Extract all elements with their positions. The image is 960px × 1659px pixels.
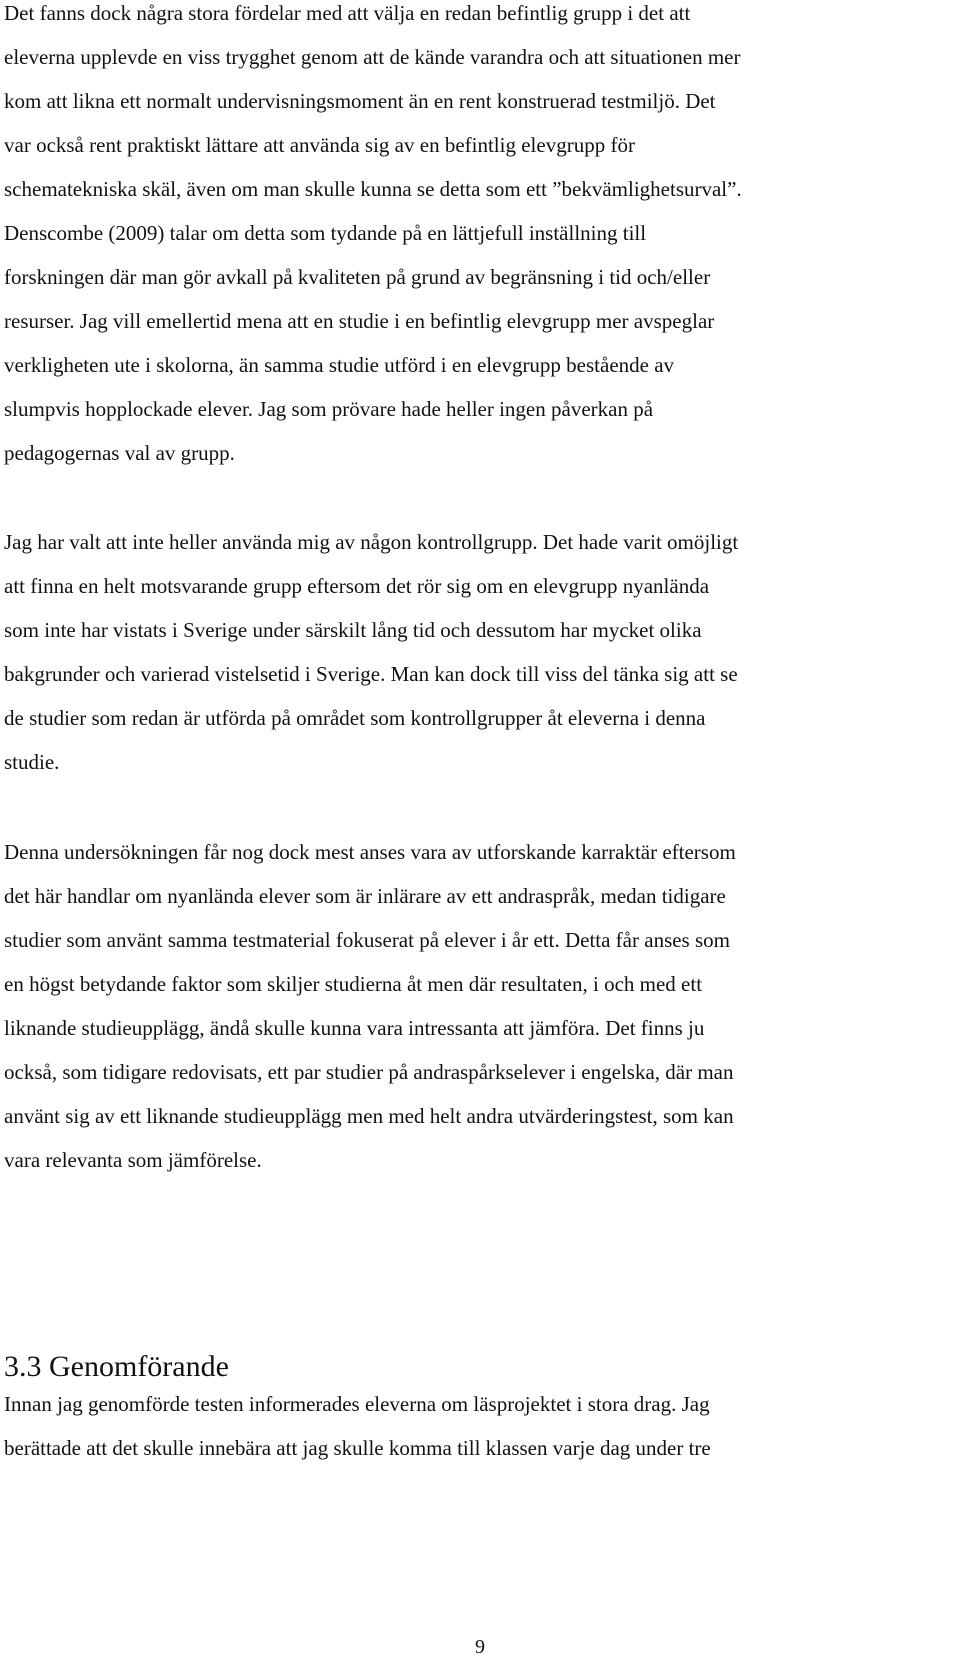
page-number: 9 xyxy=(475,1636,485,1658)
text-line: studie. xyxy=(4,750,60,774)
text-line: pedagogernas val av grupp. xyxy=(4,441,235,465)
text-line: liknande studieupplägg, ändå skulle kunna vara intressanta att jämföra. Det finns ju xyxy=(4,1016,705,1040)
text-line: berättade att det skulle innebära att jag skulle komma till klassen varje dag under tre xyxy=(4,1436,711,1460)
text-line: att finna en helt motsvarande grupp eftersom det rör sig om en elevgrupp nyanlända xyxy=(4,574,710,598)
text-line: Innan jag genomförde testen informerades eleverna om läsprojektet i stora drag. Jag xyxy=(4,1392,710,1416)
text-line: Denna undersökningen får nog dock mest anses vara av utforskande karraktär eftersom xyxy=(4,840,736,864)
text-line: slumpvis hopplockade elever. Jag som prövare hade heller ingen påverkan på xyxy=(4,397,654,421)
text-line: en högst betydande faktor som skiljer studierna åt men där resultaten, i och med ett xyxy=(4,972,703,996)
text-line: resurser. Jag vill emellertid mena att en studie i en befintlig elevgrupp mer avspeglar xyxy=(4,309,715,333)
text-line: också, som tidigare redovisats, ett par studier på andraspårkselever i engelska, där man xyxy=(4,1060,734,1084)
text-line: studier som använt samma testmaterial fokuserat på elever i år ett. Detta får anses som xyxy=(4,928,730,952)
text-line: de studier som redan är utförda på området som kontrollgrupper åt eleverna i denna xyxy=(4,706,706,730)
text-line: eleverna upplevde en viss trygghet genom att de kände varandra och att situationen mer xyxy=(4,45,741,69)
text-line: var också rent praktiskt lättare att använda sig av en befintlig elevgrupp för xyxy=(4,133,635,157)
text-line: Denscombe (2009) talar om detta som tydande på en lättjefull inställning till xyxy=(4,221,647,245)
text-line: verkligheten ute i skolorna, än samma studie utförd i en elevgrupp bestående av xyxy=(4,353,675,377)
text-line: vara relevanta som jämförelse. xyxy=(4,1148,262,1172)
text-line: kom att likna ett normalt undervisningsmoment än en rent konstruerad testmiljö. Det xyxy=(4,89,716,113)
text-line: det här handlar om nyanlända elever som är inlärare av ett andraspråk, medan tidigare xyxy=(4,884,726,908)
text-line: som inte har vistats i Sverige under särskilt lång tid och dessutom har mycket olika xyxy=(4,618,702,642)
text-line: Det fanns dock några stora fördelar med att välja en redan befintlig grupp i det att xyxy=(4,1,691,25)
text-line: använt sig av ett liknande studieupplägg men med helt andra utvärderingstest, som kan xyxy=(4,1104,734,1128)
text-line: bakgrunder och varierad vistelsetid i Sverige. Man kan dock till viss del tänka sig att se xyxy=(4,662,738,686)
text-line: Jag har valt att inte heller använda mig av någon kontrollgrupp. Det hade varit omöjligt xyxy=(4,530,739,554)
text-line: schematekniska skäl, även om man skulle kunna se detta som ett ”bekvämlighetsurval”. xyxy=(4,177,742,201)
section-heading: 3.3 Genomförande xyxy=(4,1350,229,1383)
text-line: forskningen där man gör avkall på kvaliteten på grund av begränsning i tid och/eller xyxy=(4,265,711,289)
